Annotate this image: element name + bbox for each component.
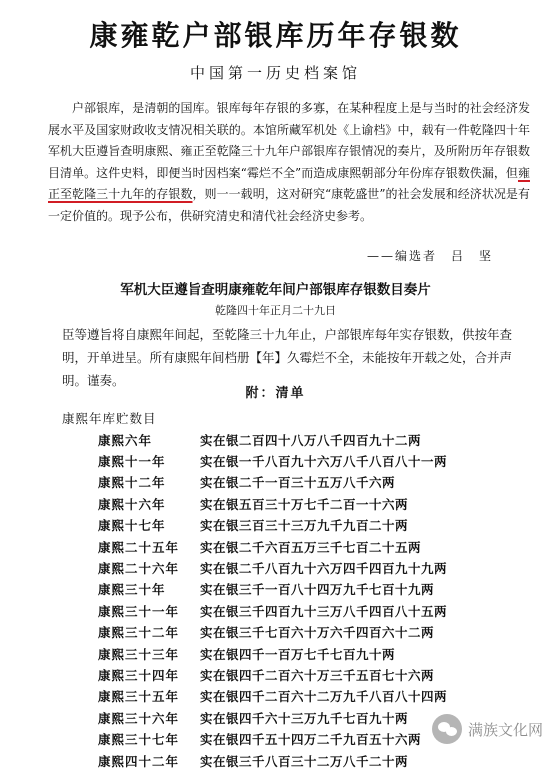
row-amount: 实在银三千四百九十三万八千四百八十五两 (200, 603, 448, 619)
memorial-text: 臣等遵旨将自康熙年间起，至乾隆三十九年止，户部银库每年实存银数，供按年查明，开单进呈。所有康熙年间档册【年】久霉烂不全，未能按年开载之处，合并声明。谨奏。 (62, 327, 513, 388)
list-row (98, 515, 518, 536)
row-amount: 实在银四千二百六十万三千五百七十六两 (200, 667, 435, 683)
row-year: 康熙三十年 (98, 582, 166, 598)
row-year: 康熙十六年 (98, 496, 166, 512)
watermark (432, 714, 543, 744)
list-row (98, 472, 518, 493)
wechat-icon (432, 714, 462, 744)
row-year: 康熙十一年 (98, 454, 166, 470)
row-year: 康熙三十五年 (98, 689, 180, 705)
row-year: 康熙三十二年 (98, 625, 180, 641)
intro-text-after: ，则一一载明，这对研究“康乾盛世”的社会发展和经济状况是有一定价值的。现予公布，供研究清史和清代社会经济史参考。 (48, 187, 530, 223)
section-title: 军机大臣遵旨查明康雍乾年间户部银库存银数目奏片 (120, 282, 431, 298)
page-subtitle: 中国第一历史档案馆 (189, 64, 361, 82)
list-row (98, 664, 518, 685)
list-row (98, 600, 518, 621)
page-title: 康雍乾户部银库历年存银数 (89, 19, 462, 52)
list-row (98, 557, 518, 578)
watermark-text: 满族文化网 (467, 720, 543, 739)
row-year: 康熙三十一年 (98, 603, 180, 619)
row-amount: 实在银一千八百九十六万八千八百八十一两 (200, 454, 448, 470)
list-row (98, 536, 518, 557)
row-year: 康熙四十二年 (98, 753, 180, 769)
intro-text (48, 98, 530, 227)
row-year: 康熙二十六年 (98, 561, 180, 577)
row-amount: 实在银二千八百九十六万四千四百九十九两 (200, 561, 448, 577)
row-amount: 实在银五百三十万七千二百一十六两 (200, 496, 409, 512)
list-row (98, 450, 518, 471)
row-amount: 实在银四千二百六十二万九千八百八十四两 (200, 689, 448, 705)
section-date: 乾隆四十年正月二十九日 (215, 304, 336, 317)
row-amount: 实在银二千一百三十五万八千六两 (200, 475, 396, 491)
list-row (98, 429, 518, 450)
intro-underlined-phrase: 雍正至乾隆三十九年的存银数 (48, 165, 530, 201)
row-year: 康熙三十四年 (98, 667, 180, 683)
row-amount: 实在银四千五十四万二千九百五十六两 (200, 732, 422, 748)
row-amount: 实在银二百四十八万八千四百九十二两 (200, 432, 422, 448)
row-amount: 实在银四千六十三万九千七百九十两 (200, 710, 409, 726)
list-row (98, 643, 518, 664)
row-amount: 实在银三百三十三万九千九百二十两 (200, 518, 409, 534)
row-year: 康熙三十六年 (98, 710, 180, 726)
list-row (98, 622, 518, 643)
intro-paragraph (48, 98, 530, 227)
list-row (98, 750, 518, 771)
row-year: 康熙二十五年 (98, 539, 180, 555)
list-heading: 康熙年库贮数目 (62, 411, 157, 426)
row-year: 康熙十二年 (98, 475, 166, 491)
row-amount: 实在银三千一百八十四万九千七百十九两 (200, 582, 435, 598)
list-row (98, 493, 518, 514)
list-row (98, 686, 518, 707)
list-row (98, 579, 518, 600)
row-amount: 实在银四千一百万七千七百九十两 (200, 646, 396, 662)
row-amount: 实在银三千八百三十二万八千二十两 (200, 753, 409, 769)
editor-signature: ——编选者 吕 坚 (366, 249, 493, 263)
row-year: 康熙三十七年 (98, 732, 180, 748)
appendix-title: 附：清单 (245, 386, 306, 401)
row-amount: 实在银二千六百五万三千七百二十五两 (200, 539, 422, 555)
row-amount: 实在银三千七百六十万六千四百六十二两 (200, 625, 435, 641)
row-year: 康熙六年 (98, 432, 153, 448)
row-year: 康熙十七年 (98, 518, 166, 534)
row-year: 康熙三十三年 (98, 646, 180, 662)
intro-text-before: 户部银库，是清朝的国库。银库每年存银的多寡，在某种程度上是与当时的社会经济发展水平及国家财政收支情况相关联的。本馆所藏军机处《上谕档》中，载有一件乾隆四十年军机大臣遵旨查明康熙、雍正至乾隆三十九年户部银库存银情况的奏片，及所附历年存银数目清单。这件史料，即便当时因档案“霉烂不全”而造成康熙朝部分年份库存银数佚漏，但 (48, 101, 530, 180)
